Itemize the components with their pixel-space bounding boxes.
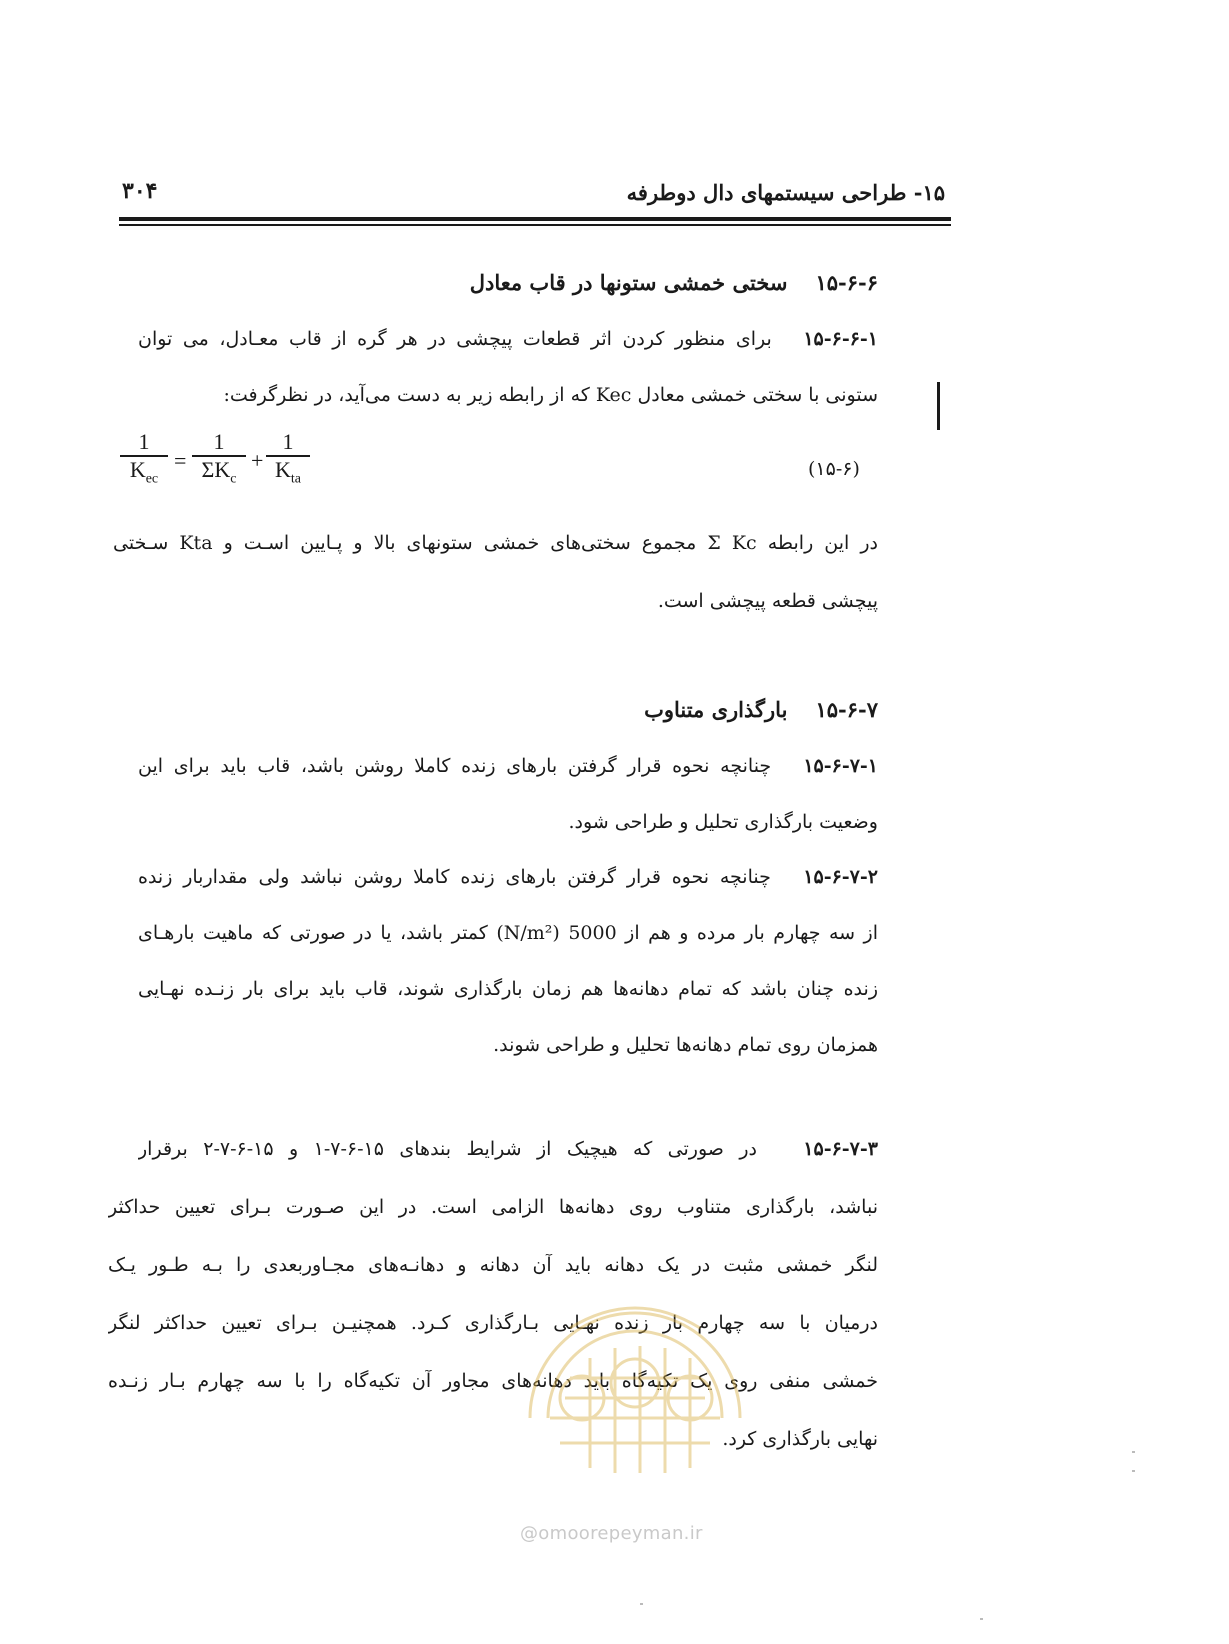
scan-speck bbox=[640, 1603, 643, 1605]
paragraph-line: زنده چنان باشد که تمام دهانه‌ها هم زمان بارگذاری شوند، قاب باید برای بار زنـده نهـایی bbox=[138, 978, 878, 1000]
paragraph-line: ۱۵-۶-۶-۱ برای منظور کردن اثر قطعات پیچشی در هر گره از قاب معـادل، می توان bbox=[138, 328, 878, 350]
fraction-term2: 1 $K_{ta}$ bbox=[266, 430, 310, 491]
paragraph-line: از سه چهارم بار مرده و هم از 5000 (N/m²) کمتر باشد، یا در صورتی که ماهیت بارهـای bbox=[138, 922, 878, 944]
watermark-seal-icon bbox=[510, 1268, 760, 1483]
paragraph-line: ۱۵-۶-۷-۱ چنانچه نحوه قرار گرفتن بارهای زنده کاملا روشن باشد، قاب باید برای این bbox=[138, 755, 878, 777]
section-heading bbox=[470, 270, 878, 295]
page-number: ۳۰۴ bbox=[122, 178, 158, 204]
clause-number: ۱۵-۶-۶-۱ bbox=[803, 328, 878, 350]
header-rule-thick bbox=[119, 217, 951, 221]
equation: 1 $K_{ec}$ = 1 $\Sigma K_c$ + 1 $K_{ta}$ bbox=[120, 430, 340, 500]
section-heading bbox=[644, 697, 878, 722]
scan-speck bbox=[1132, 1451, 1135, 1453]
revision-bar bbox=[937, 382, 940, 430]
paragraph-line: ۱۵-۶-۷-۲ چنانچه نحوه قرار گرفتن بارهای زنده کاملا روشن نباشد ولی مقداربار زنده bbox=[138, 866, 878, 888]
fraction-lhs: 1 $K_{ec}$ bbox=[120, 430, 168, 491]
paragraph-line: درمیان با سه چهارم بار زنده نهـایی بـارگذاری کـرد. همچنیـن بـرای تعیین حداکثر لنگر bbox=[108, 1312, 878, 1334]
chapter-title: ۱۵- طراحی سیستمهای دال دوطرفه bbox=[626, 180, 945, 205]
fraction-term1: 1 $\Sigma K_c$ bbox=[192, 430, 246, 491]
paragraph-line: نباشد، بارگذاری متناوب روی دهانه‌ها الزامی است. در این صـورت بـرای تعیین حداکثر bbox=[108, 1196, 878, 1218]
paragraph-line: ۱۵-۶-۷-۳ در صورتی که هیچیک از شرایط بندهای ۱۵-۶-۷-۱ و ۱۵-۶-۷-۲ برقرار bbox=[138, 1138, 878, 1160]
paragraph-line: پیچشی قطعه پیچشی است. bbox=[657, 590, 878, 612]
header-rule-thin bbox=[119, 224, 951, 226]
section-title: بارگذاری متناوب bbox=[644, 697, 788, 722]
scan-speck bbox=[980, 1618, 983, 1620]
paragraph-line: ستونی با سختی خمشی معادل Kec که از رابطه زیر به دست می‌آید، در نظرگرفت: bbox=[223, 384, 878, 406]
section-title: سختی خمشی ستونها در قاب معادل bbox=[469, 270, 788, 295]
clause-number: ۱۵-۶-۷-۲ bbox=[803, 866, 878, 888]
watermark-text: @omoorepeyman.ir bbox=[520, 1523, 703, 1544]
paragraph-line: در این رابطه Σ Kc مجموع سختی‌های خمشی ستونهای بالا و پـایین اسـت و Kta سـختی bbox=[113, 532, 878, 554]
equation-number: (۱۵-۶) bbox=[808, 458, 860, 480]
clause-number: ۱۵-۶-۷-۳ bbox=[803, 1138, 878, 1160]
paragraph-line: خمشی منفی روی یک تکیه‌گاه باید دهانه‌های مجاور آن تکیه‌گاه را با سه چهارم بـار زنـده bbox=[108, 1370, 878, 1392]
paragraph-line: همزمان روی تمام دهانه‌ها تحلیل و طراحی شوند. bbox=[493, 1034, 878, 1056]
section-number: ۱۵-۶-۷ bbox=[815, 697, 878, 722]
section-number: ۱۵-۶-۶ bbox=[815, 270, 878, 295]
paragraph-line: نهایی بارگذاری کرد. bbox=[722, 1428, 878, 1450]
paragraph-line: وضعیت بارگذاری تحلیل و طراحی شود. bbox=[568, 811, 878, 833]
clause-number: ۱۵-۶-۷-۱ bbox=[803, 755, 878, 777]
scan-speck bbox=[1132, 1470, 1135, 1472]
paragraph-line: لنگر خمشی مثبت در یک دهانه باید آن دهانه و دهانـه‌های مجـاوربعدی را بـه طـور یـک bbox=[108, 1254, 878, 1276]
